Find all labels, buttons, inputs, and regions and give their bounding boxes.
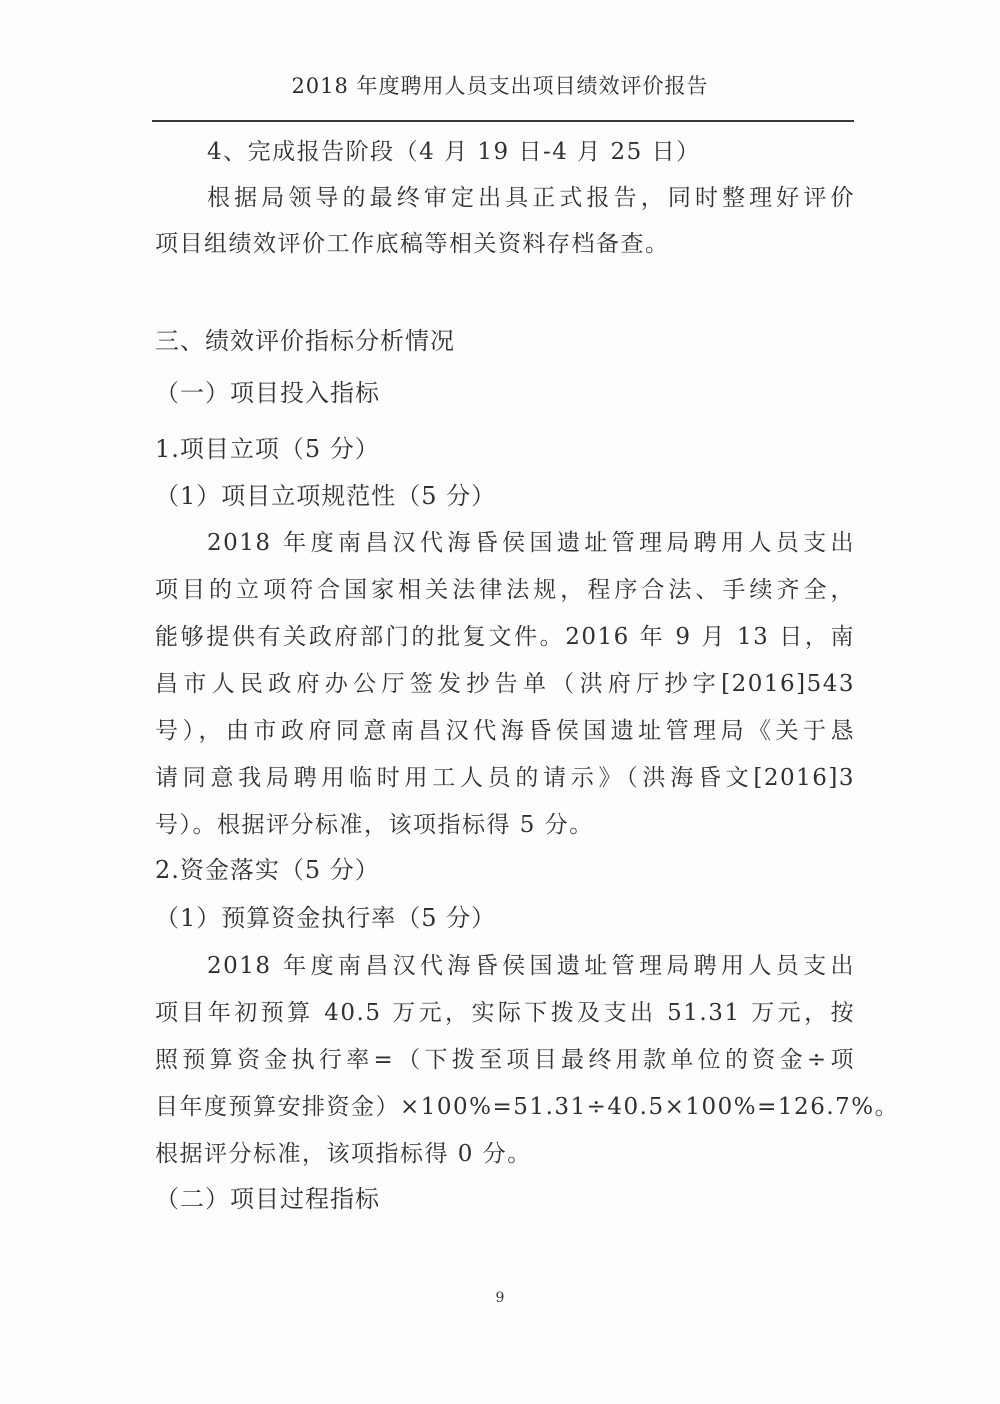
item2-1-text-line-1: 2018 年度南昌汉代海昏侯国遗址管理局聘用人员支出 [207,953,855,979]
page-header-title: 2018 年度聘用人员支出项目绩效评价报告 [291,74,709,98]
stage4-title: 4、完成报告阶段（4 月 19 日-4 月 25 日） [207,139,701,165]
sub1-title: （一）项目投入指标 [155,379,380,407]
item2-1-text-line-4: 目年度预算安排资金）×100%=51.31÷40.5×100%=126.7%。 [155,1094,900,1120]
item1-1-text-line-3: 能够提供有关政府部门的批复文件。2016 年 9 月 13 日，南 [155,624,855,650]
item2-title: 2.资金落实（5 分） [155,856,380,884]
page-number: 9 [495,1290,505,1306]
item2-1-title: （1）预算资金执行率（5 分） [155,904,497,932]
item2-1-text-line-5: 根据评分标准，该项指标得 0 分。 [155,1141,532,1167]
section3-title: 三、绩效评价指标分析情况 [155,327,455,355]
item1-1-text-line-7: 号）。根据评分标准，该项指标得 5 分。 [155,812,594,838]
item1-1-text-line-5: 号），由市政府同意南昌汉代海昏侯国遗址管理局《关于恳 [155,718,855,744]
item1-1-text-line-1: 2018 年度南昌汉代海昏侯国遗址管理局聘用人员支出 [207,530,855,556]
item1-1-text-line-6: 请同意我局聘用临时用工人员的请示》（洪海昏文[2016]3 [155,765,855,791]
stage4-text-line-2: 项目组绩效评价工作底稿等相关资料存档备查。 [155,231,670,257]
header-divider [152,120,854,122]
item1-title: 1.项目立项（5 分） [155,435,380,463]
item2-1-text-line-2: 项目年初预算 40.5 万元，实际下拨及支出 51.31 万元，按 [155,1000,855,1026]
item2-1-text-line-3: 照预算资金执行率=（下拨至项目最终用款单位的资金÷项 [155,1047,855,1073]
item1-1-text-line-4: 昌市人民政府办公厅签发抄告单（洪府厅抄字[2016]543 [155,671,855,697]
item1-1-text-line-2: 项目的立项符合国家相关法律法规，程序合法、手续齐全， [155,577,855,603]
sub2-title: （二）项目过程指标 [155,1185,380,1213]
stage4-text-line-1: 根据局领导的最终审定出具正式报告，同时整理好评价 [207,185,855,211]
item1-1-title: （1）项目立项规范性（5 分） [155,482,497,510]
